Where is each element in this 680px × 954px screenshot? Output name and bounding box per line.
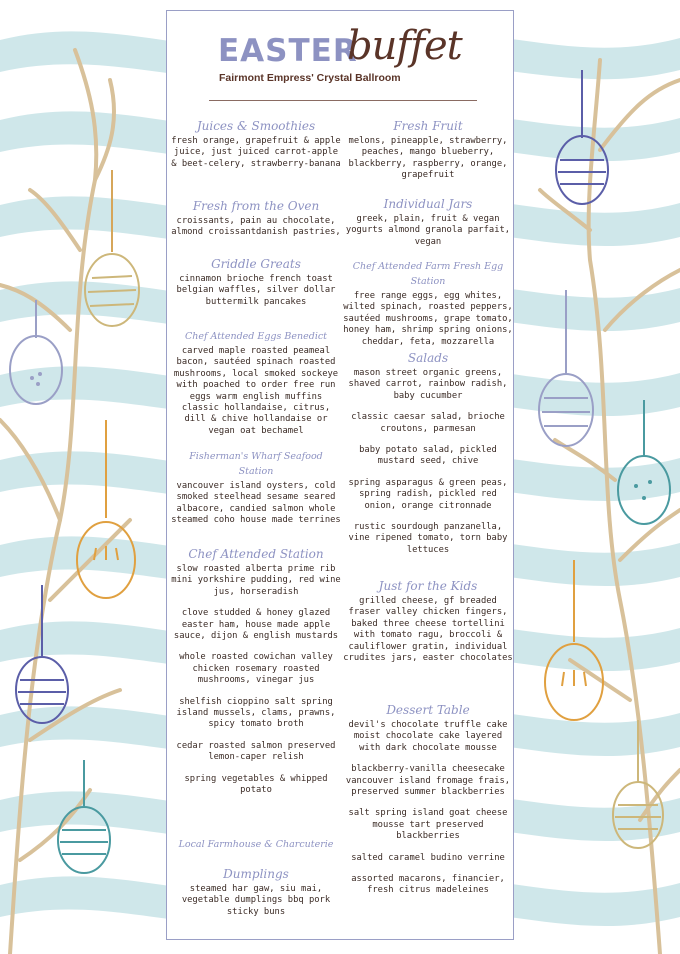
menu-item: grilled cheese, gf breaded fraser valley chicken fingers, baked three cheese tortellini with tomato ragu, broccoli & cauliflower gratin, individual crudites jars, easter chocolates [343, 596, 513, 664]
section-title: Dessert Table [386, 703, 470, 717]
section-title: Dumplings [223, 867, 289, 881]
menu-item: spring asparagus & green peas, spring radish, pickled red onion, orange citronnade [348, 477, 508, 511]
menu-section-dessert-table [343, 703, 513, 907]
menu-section-griddle-greats [171, 257, 341, 318]
menu-item: clove studded & honey glazed easter ham, house made apple sauce, dijon & english mustards [173, 608, 339, 642]
menu-section-salads [343, 351, 513, 566]
menu-item: steamed har gaw, siu mai, vegetable dumplings bbq pork sticky buns [181, 884, 331, 917]
header-divider [209, 100, 477, 101]
menu-item: salted caramel budino verrine [351, 852, 505, 863]
section-title: Juices & Smoothies [196, 119, 316, 133]
section-title: Fisherman's Wharf Seafood Station [189, 451, 323, 477]
section-title: Fresh Fruit [393, 119, 463, 133]
menu-item: whole roasted cowichan valley chicken rosemary roasted mushrooms, vinegar jus [179, 652, 333, 686]
title-buffet: buffet [347, 23, 462, 69]
menu-item: blackberry-vanilla cheesecake vancouver island fromage frais, preserved summer blackberries [345, 764, 511, 798]
menu-item: cedar roasted salmon preserved lemon-caper relish [176, 740, 336, 763]
menu-section-local-farmhouse-charcuterie [171, 837, 341, 854]
section-title: Fresh from the Oven [192, 199, 320, 213]
menu-item: melons, pineapple, strawberry, peaches, mango blueberry, blackberry, raspberry, orange, grapefruit [348, 136, 508, 181]
menu-item: devil's chocolate truffle cake moist chocolate cake layered with dark chocolate mousse [348, 720, 508, 753]
section-title: Salads [407, 351, 449, 365]
menu-item: classic caesar salad, brioche croutons, parmesan [351, 412, 505, 434]
menu-section-juices-smoothies [171, 119, 341, 180]
menu-item: salt spring island goat cheese mousse tart preserved blackberries [348, 808, 508, 842]
section-title: Chef Attended Farm Fresh Egg Station [352, 261, 504, 287]
menu-panel [166, 10, 514, 940]
menu-section-dumplings [171, 867, 341, 928]
menu-item: mason street organic greens, shaved carrot, rainbow radish, baby cucumber [348, 368, 508, 401]
menu-item: slow roasted alberta prime rib mini yorkshire pudding, red wine jus, horseradish [171, 564, 341, 597]
title-easter: EASTER [218, 33, 358, 69]
menu-section-just-for-the-kids [343, 579, 513, 674]
menu-item: free range eggs, egg whites, wilted spinach, roasted peppers, sautéed mushrooms, grape tomato, honey ham, shrimp spring onions, cheddar, feta, mozzarella [343, 291, 513, 347]
menu-section-chef-attended-station [171, 547, 341, 807]
menu-item: assorted macarons, financier, fresh citrus madeleines [351, 874, 505, 896]
menu-item: cinnamon brioche french toast belgian waffles, silver dollar buttermilk pancakes [176, 274, 336, 307]
section-title: Chef Attended Station [188, 547, 324, 561]
menu-item: spring vegetables & whipped potato [184, 773, 328, 796]
menu-item: shelfish cioppino salt spring island mussels, clams, prawns, spicy tomato broth [176, 696, 336, 730]
menu-section-chef-attended-farm-fresh-egg-station [343, 259, 513, 358]
menu-section-individual-jars [343, 197, 513, 258]
section-title: Local Farmhouse & Charcuterie [178, 839, 334, 850]
menu-header [167, 23, 513, 109]
menu-item: baby potato salad, pickled mustard seed, chive [359, 445, 497, 467]
menu-section-fresh-from-the-oven [171, 199, 341, 249]
menu-item: vancouver island oysters, cold smoked steelhead sesame seared albacore, candied salmon whole steamed coho house made terrines [171, 481, 341, 526]
menu-item: croissants, pain au chocolate, almond croissantdanish pastries, [171, 216, 341, 238]
menu-section-chef-attended-eggs-benedict [171, 329, 341, 447]
venue-subtitle: Fairmont Empress' Crystal Ballroom [219, 72, 401, 84]
section-title: Chef Attended Eggs Benedict [184, 331, 327, 342]
menu-section-fisherman-s-wharf-seafood-station [171, 449, 341, 537]
section-title: Just for the Kids [378, 579, 478, 593]
left-eggs [10, 170, 139, 873]
menu-item: fresh orange, grapefruit & apple juice, just juiced carrot-apple & beet-celery, strawberry-banana [171, 136, 341, 169]
menu-item: rustic sourdough panzanella, vine ripened tomato, torn baby lettuces [348, 522, 508, 555]
section-title: Individual Jars [383, 197, 473, 211]
menu-item: greek, plain, fruit & vegan yogurts almond granola parfait, vegan [345, 214, 511, 247]
menu-item: carved maple roasted peameal bacon, sautéed spinach roasted mushrooms, local smoked sockeye with poached to order free run eggs warm english muffins classic hollandaise, citrus, dill & chive hollandaise or vegan oat bechamel [173, 346, 339, 436]
section-title: Griddle Greats [211, 257, 301, 271]
menu-section-fresh-fruit [343, 119, 513, 192]
